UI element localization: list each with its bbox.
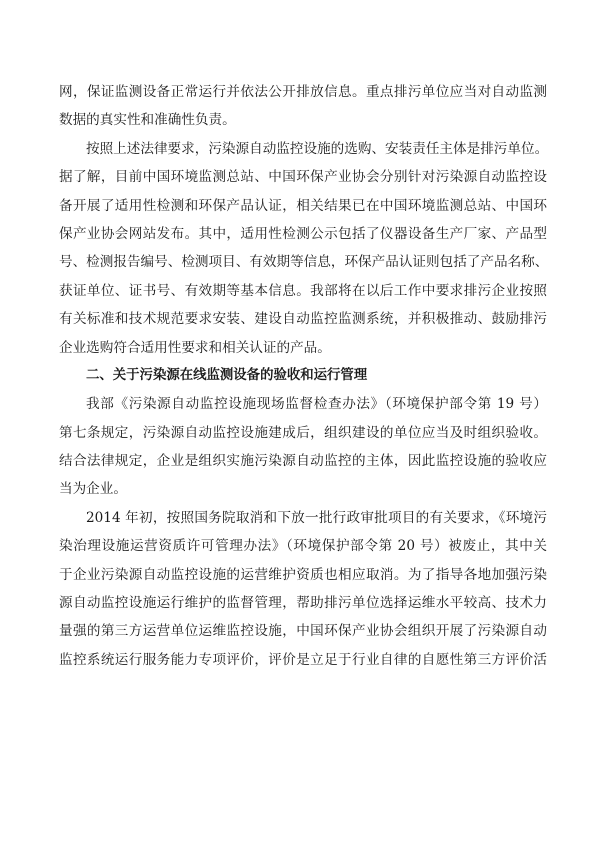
paragraph-continuation bbox=[59, 78, 547, 135]
text-line: 结合法律规定，企业是组织实施污染源自动监控的主体，因此监控设施的验收应 bbox=[59, 453, 547, 470]
text-line: 网，保证监测设备正常运行并依法公开排放信息。重点排污单位应当对自动监测 bbox=[59, 84, 547, 100]
text-line: 2014 年初，按照国务院取消和下放一批行政审批项目的有关要求，《环境污 bbox=[86, 509, 547, 526]
text-line: 获证单位、证书号、有效期等基本信息。我部将在以后工作中要求排污企业按照 bbox=[59, 282, 547, 299]
text-line: 有关标准和技术规范要求安装、建设自动监控监测系统，并积极推动、鼓励排污 bbox=[59, 311, 547, 328]
document-body bbox=[59, 78, 547, 674]
section-heading-text: 二、关于污染源在线监测设备的验收和运行管理 bbox=[86, 367, 368, 383]
paragraph-acceptance bbox=[59, 390, 547, 504]
text-line: 数据的真实性和准确性负责。 bbox=[59, 112, 236, 129]
text-line: 量强的第三方运营单位运维监控设施，中国环保产业协会组织开展了污染源自动 bbox=[59, 623, 547, 640]
paragraph-installation-responsibility bbox=[59, 135, 547, 362]
text-line: 当为企业。 bbox=[59, 481, 127, 498]
text-line: 企业选购符合适用性要求和相关认证的产品。 bbox=[59, 339, 331, 356]
text-line: 据了解，目前中国环境监测总站、中国环保产业协会分别针对污染源自动监控设 bbox=[59, 169, 547, 186]
text-line: 备开展了适用性检测和环保产品认证，相关结果已在中国环境监测总站、中国环 bbox=[59, 197, 547, 214]
text-line: 号、检测报告编号、检测项目、有效期等信息，环保产品认证则包括了产品名称、 bbox=[59, 254, 549, 271]
text-line: 监控系统运行服务能力专项评价，评价是立足于行业自律的自愿性第三方评价活 bbox=[59, 651, 547, 668]
text-line: 保产业协会网站发布。其中，适用性检测公示包括了仪器设备生产厂家、产品型 bbox=[59, 225, 547, 242]
text-line: 源自动监控设施运行维护的监督管理，帮助排污单位选择运维水平较高、技术力 bbox=[59, 595, 547, 612]
text-line: 按照上述法律要求，污染源自动监控设施的选购、安装责任主体是排污单位。 bbox=[86, 140, 549, 157]
text-line: 第七条规定，污染源自动监控设施建成后，组织建设的单位应当及时组织验收。 bbox=[59, 424, 547, 441]
text-line: 染治理设施运营资质许可管理办法》（环境保护部令第 20 号）被废止，其中关 bbox=[59, 538, 547, 555]
paragraph-operation-management bbox=[59, 504, 547, 674]
section-heading bbox=[59, 362, 547, 390]
text-line: 于企业污染源自动监控设施的运营维护资质也相应取消。为了指导各地加强污染 bbox=[59, 566, 547, 583]
text-line: 我部《污染源自动监控设施现场监督检查办法》（环境保护部令第 19 号） bbox=[86, 396, 547, 413]
